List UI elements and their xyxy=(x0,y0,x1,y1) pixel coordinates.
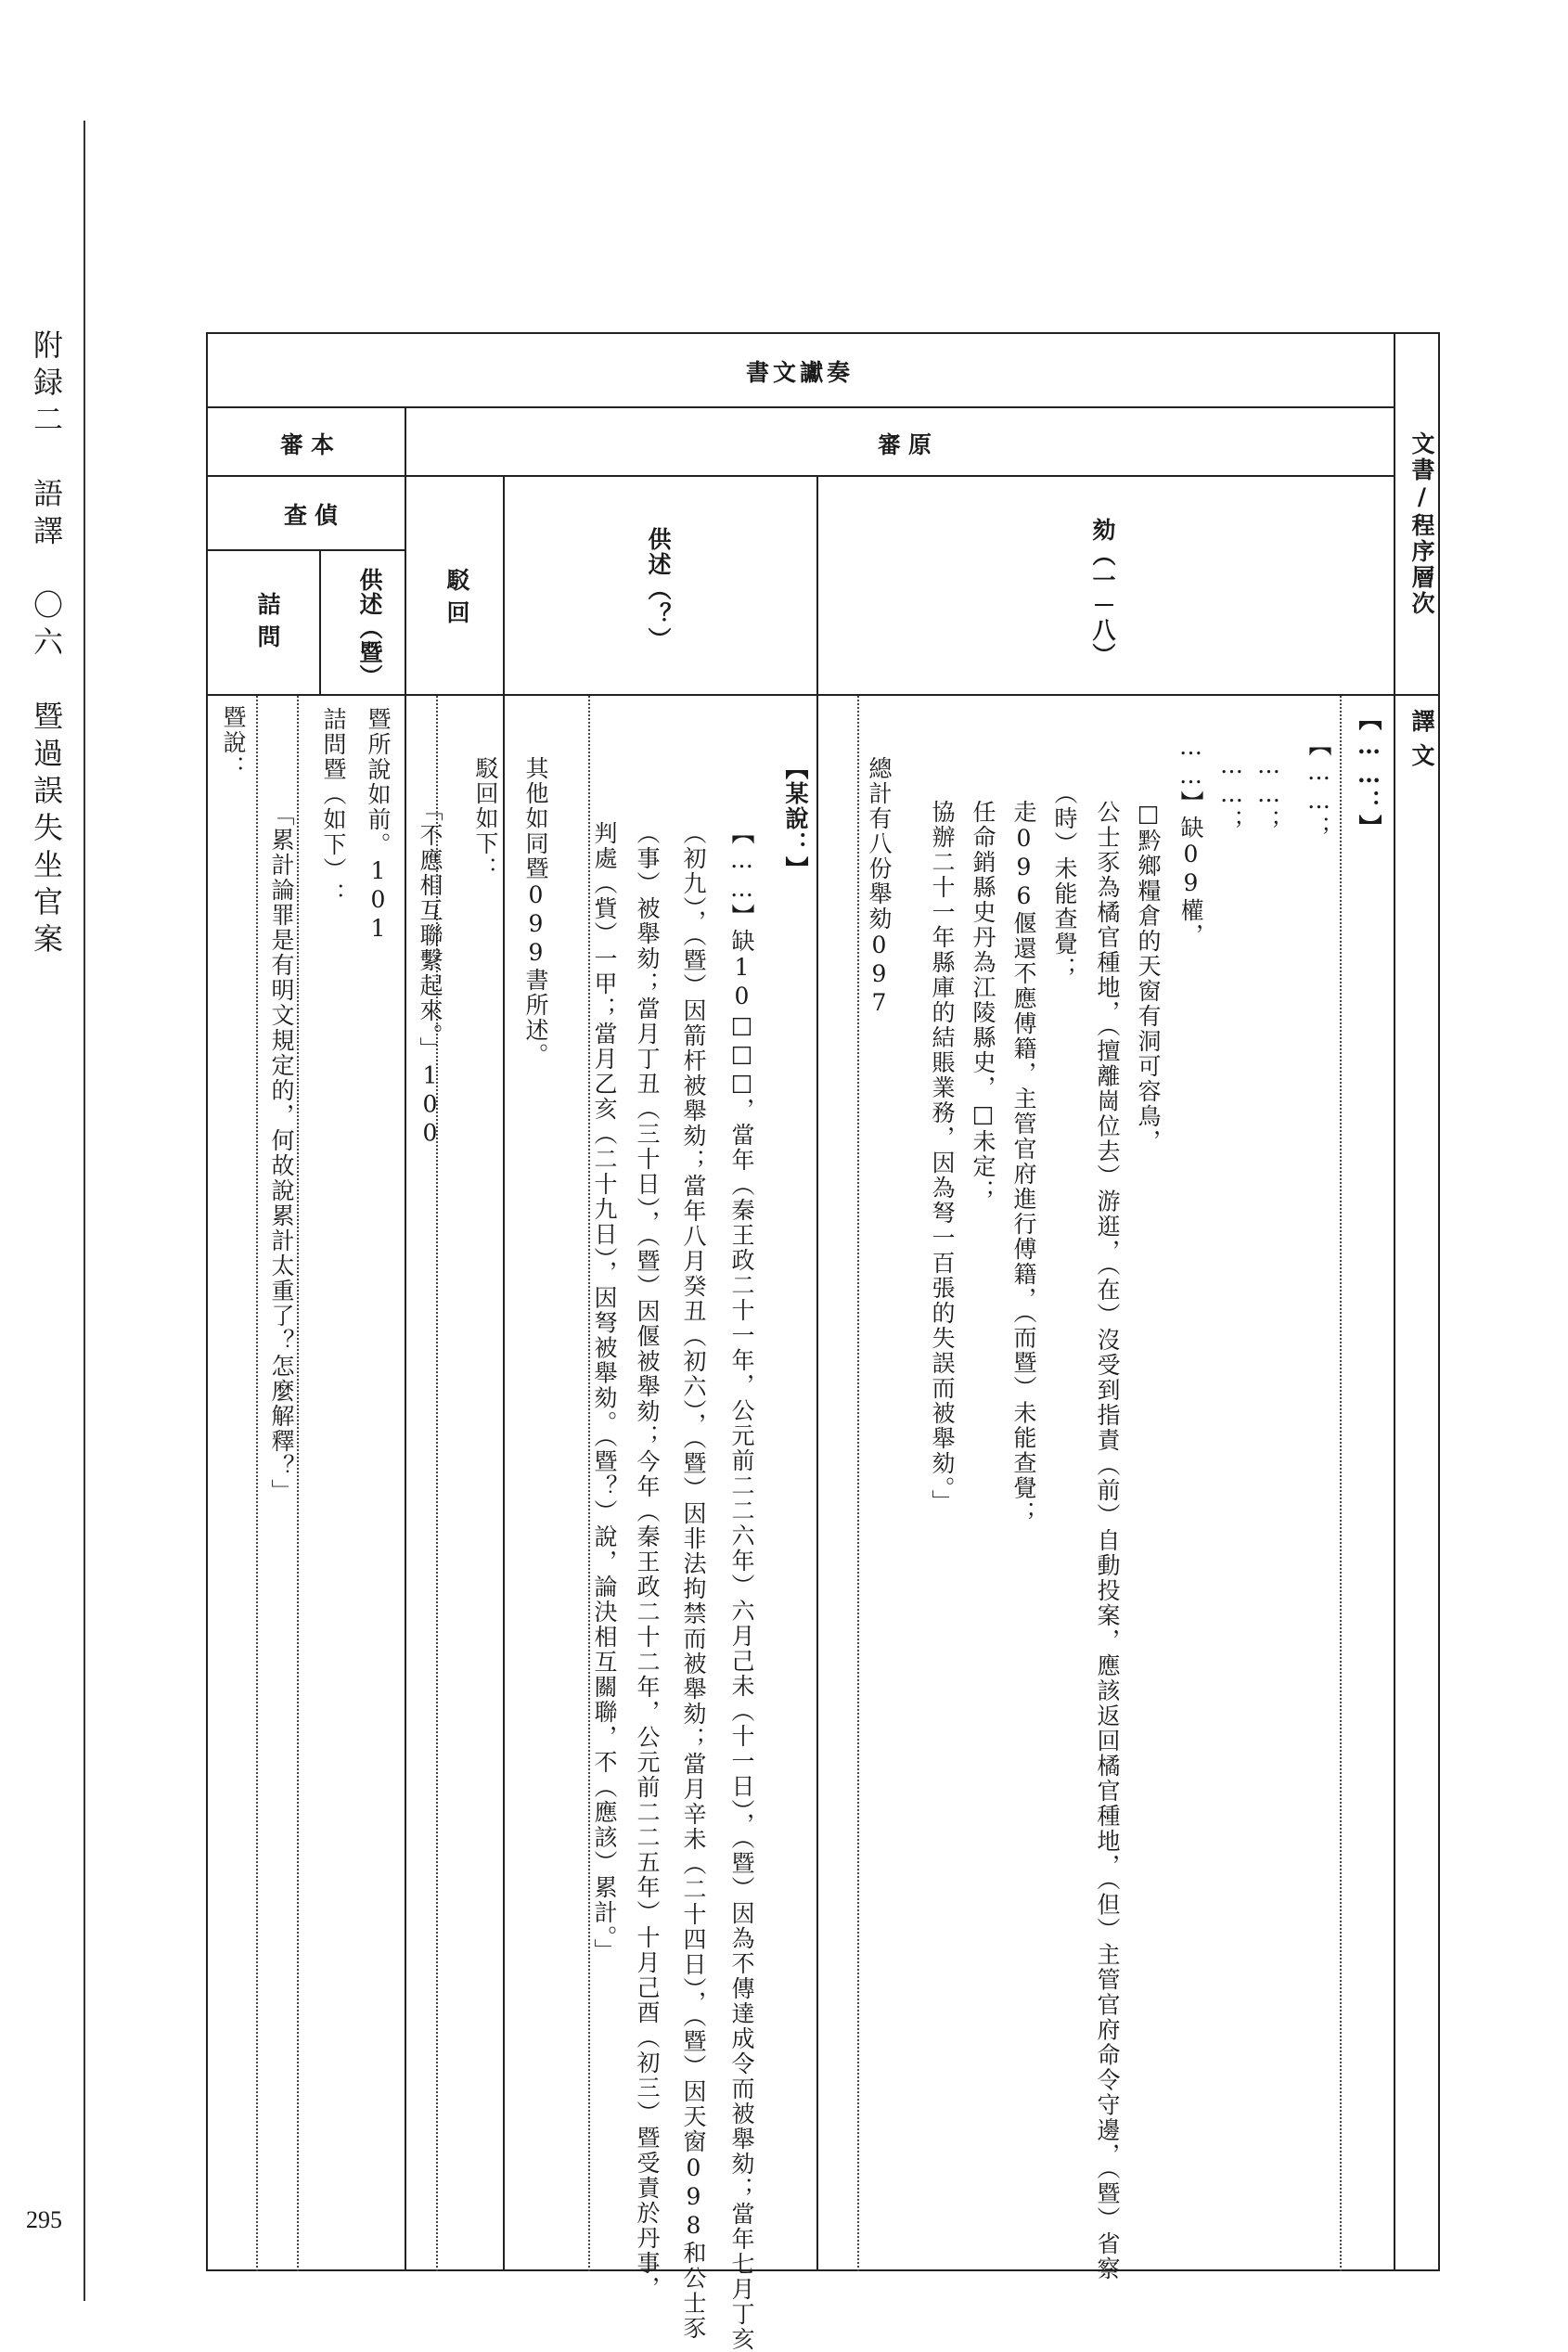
text-column-14: 【……】缺10□□□，當年（秦王政二十一年，公元前二二六年）六月己未（十一日），（暨）因為不傳達成令而被舉劾；當年七月丁亥 xyxy=(728,821,755,2352)
text-column-6: □黔鄉糧倉的天窗有洞可容鳥， xyxy=(1135,800,1162,1154)
jiewen-header: 詰問 xyxy=(254,592,281,657)
rule-gongshu-he xyxy=(816,475,818,2271)
text-column-21: 暨所說如前。101 xyxy=(365,707,392,944)
text-column-7: 公士豕為橘官種地，（擅離崗位去）游逛，（在）沒受到指責（前）自動投案，應該返回橘官種地，（但）主管官府命令守邊，（暨）省察 xyxy=(1094,800,1121,2281)
bohui-header: 駁回 xyxy=(443,568,470,633)
rule-title-bottom xyxy=(208,406,1394,408)
text-column-5: ……】缺09權， xyxy=(1177,733,1204,948)
dotted-sep xyxy=(857,696,859,2271)
rule-jiewen-gongshu xyxy=(319,549,321,694)
dotted-sep xyxy=(1340,696,1342,2271)
row-header-label: 文書/程序層次 xyxy=(1408,431,1435,617)
rule-rowheader xyxy=(1394,334,1395,2271)
text-column-22: 詰問暨（如下）： xyxy=(320,707,347,907)
text-column-19: 駁回如下： xyxy=(472,756,499,881)
text-column-10: 任命銷縣史丹為江陵縣史，□未定； xyxy=(970,800,996,1204)
text-column-13: 【某說：】 xyxy=(782,756,809,881)
text-column-4: ……； xyxy=(1218,752,1245,834)
gongshu-q-header: 供述（？） xyxy=(645,527,672,652)
text-column-3: ……； xyxy=(1255,752,1282,834)
translation-table xyxy=(206,332,1440,2352)
text-column-1: 【……：】 xyxy=(1356,707,1382,840)
text-column-9: 走096偃還不應傅籍，主管官府進行傅籍，（而暨）未能查覺； xyxy=(1010,800,1037,1526)
yiwen-label: 譯文 xyxy=(1408,709,1435,778)
rule-zhenzha xyxy=(208,549,405,551)
he-header: 劾（一－八） xyxy=(1089,518,1116,668)
text-column-23: 「累計論罪是有明文規定的，何故說累計太重了？怎麼解釋？」 xyxy=(268,803,295,1504)
running-head: 附録二 語譯 〇六 暨過誤失坐官案 xyxy=(29,329,64,960)
text-column-18: 其他如同暨099書所述。 xyxy=(522,756,549,1068)
dotted-sep xyxy=(256,696,258,2271)
text-column-11: 協辦二十一年縣庫的結賬業務，因為弩一百張的失誤而被舉劾。」 xyxy=(929,800,956,1515)
text-column-12: 總計有八份舉劾097 xyxy=(866,756,893,1018)
text-column-8: （時）未能查覺； xyxy=(1051,781,1078,982)
rule-level2 xyxy=(208,475,1394,477)
rule-benshen-yuanshen xyxy=(405,406,406,2271)
gongshu-ji-header: 供述（暨） xyxy=(356,568,383,688)
dotted-sep xyxy=(297,696,299,2271)
text-column-16: （事）被舉劾；當月丁丑（三十日），（暨）因偃被舉劾；今年（秦王政二十二年，公元前二二五年）十月己酉（初三）暨受責於丹事， xyxy=(634,821,661,2301)
text-column-15: （初九），（暨）因箭杆被舉劾；當年八月癸丑（初六），（暨）因非法拘禁而被舉劾；當月辛未（二十四日），（暨）因天窗098和公士豕 xyxy=(680,821,707,2341)
table-title: 書文讞奏 xyxy=(746,359,855,386)
yuanshen-header: 審原 xyxy=(878,431,940,458)
benshen-header: 審本 xyxy=(280,431,342,458)
text-column-17: 判處（貲）一甲；當月乙亥（二十九日），因弩被舉劾。（暨？）說，論決相互關聯，不（應該）累計。」 xyxy=(591,821,618,1964)
rule-header-bottom xyxy=(208,694,1440,696)
rule-bohui-gongshu xyxy=(503,475,505,2271)
text-column-2: 【……； xyxy=(1305,733,1332,841)
zhenzha-header: 查偵 xyxy=(284,502,346,529)
page-number: 295 xyxy=(26,2206,62,2233)
text-column-24: 暨說： xyxy=(220,705,247,780)
text-column-20: 「不應相互聯繫起來。」100 xyxy=(417,798,443,1149)
